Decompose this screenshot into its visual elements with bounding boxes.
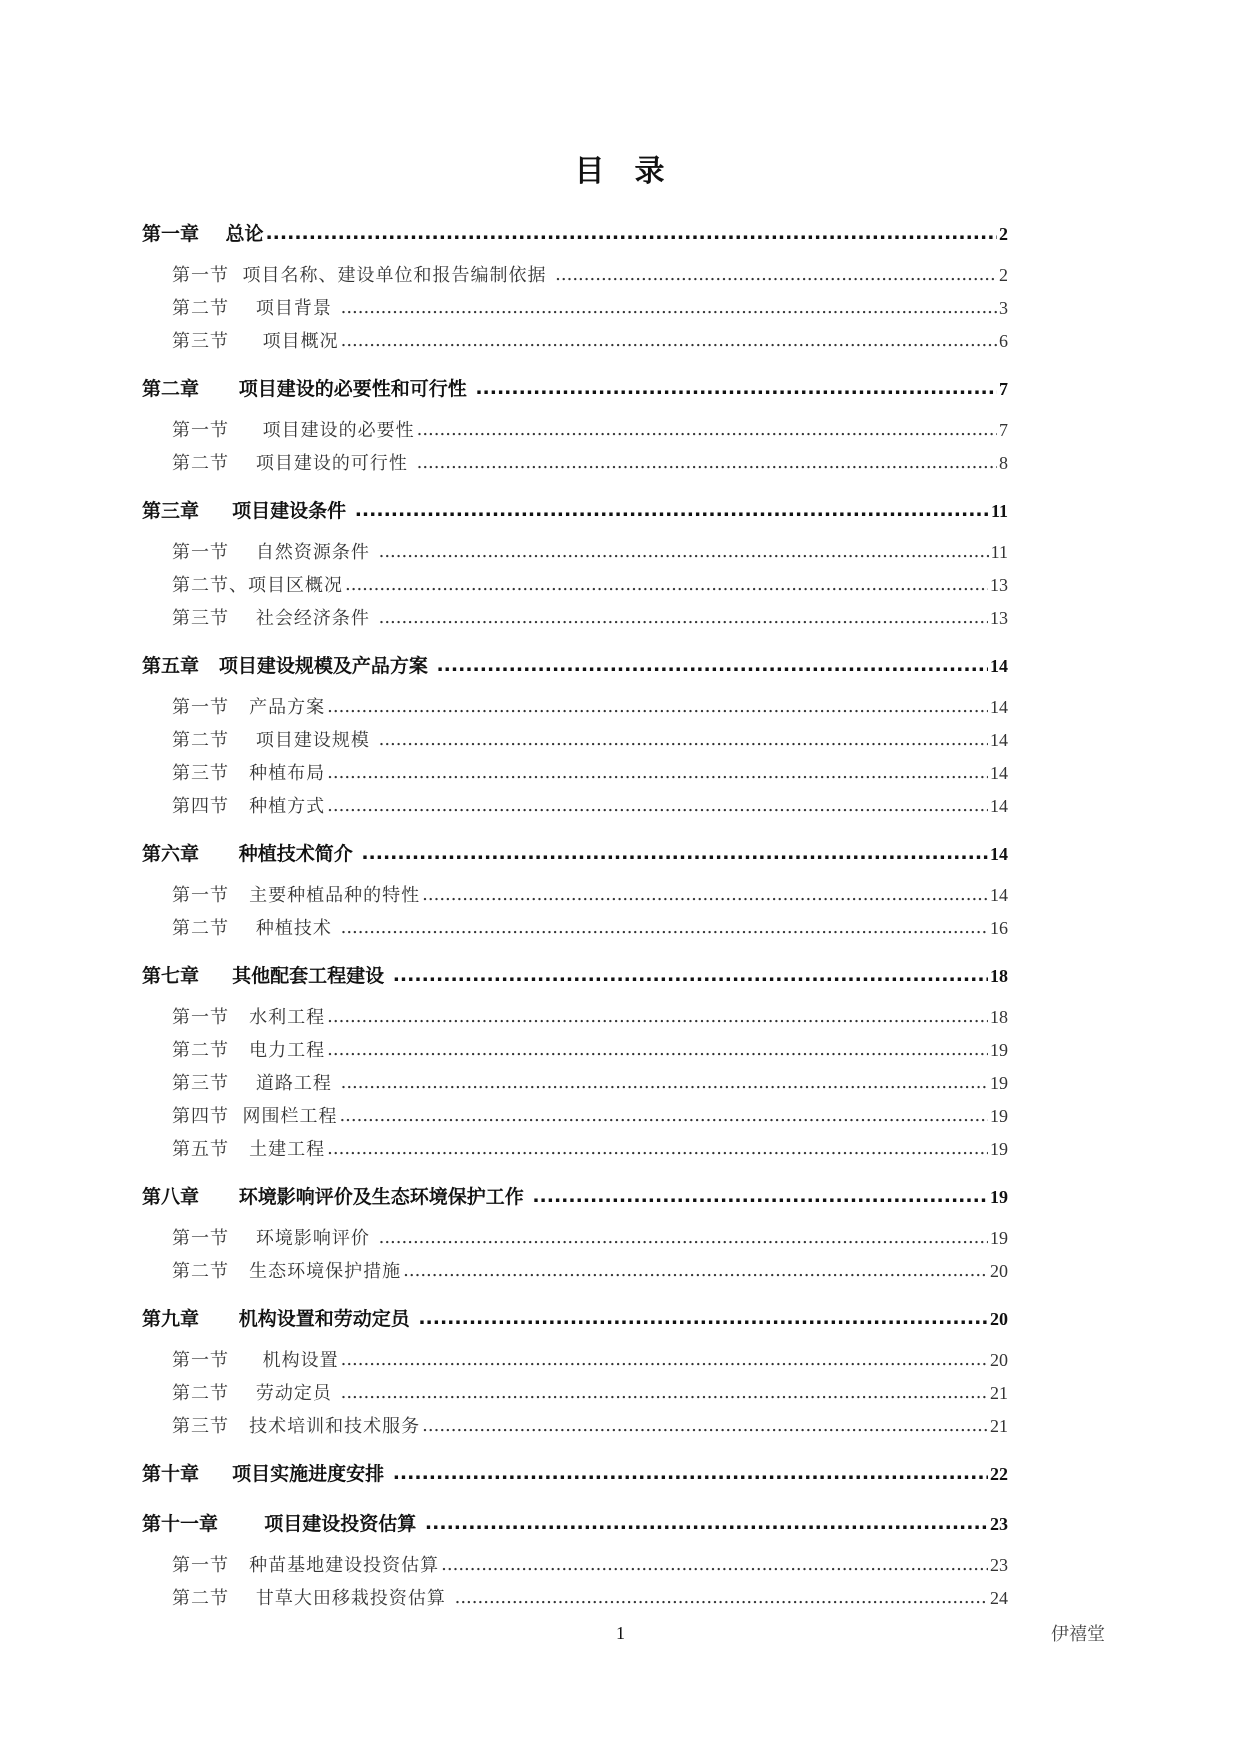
toc-entry-label: 第三节 种植布局 (172, 763, 326, 784)
toc-chapter-entry[interactable] (142, 949, 1008, 999)
toc-dot-leader (455, 1581, 988, 1614)
toc-dot-leader (379, 723, 988, 756)
toc-page-number: 7 (999, 420, 1008, 440)
toc-section-entry[interactable] (142, 1344, 1008, 1377)
toc-dot-leader (422, 878, 988, 911)
toc-section-entry[interactable] (142, 1067, 1008, 1100)
toc-section-entry[interactable] (142, 1034, 1008, 1067)
toc-chapter-entry[interactable] (142, 1170, 1008, 1220)
toc-page-number: 19 (990, 1040, 1008, 1060)
toc-entry-label: 第二节 生态环境保护措施 (172, 1261, 402, 1282)
toc-entry-label: 第六章 种植技术简介 (142, 843, 360, 865)
toc-chapter-entry[interactable] (142, 1292, 1008, 1342)
toc-dot-leader (327, 1000, 988, 1033)
toc-dot-leader (393, 1450, 988, 1496)
toc-section-entry[interactable] (142, 447, 1008, 480)
toc-section-entry[interactable] (142, 879, 1008, 912)
toc-page-number: 13 (990, 575, 1008, 595)
toc-section-entry[interactable] (142, 1133, 1008, 1166)
toc-section-entry[interactable] (142, 292, 1008, 325)
toc-dot-leader (327, 789, 988, 822)
toc-dot-leader (379, 1221, 988, 1254)
toc-section-entry[interactable] (142, 325, 1008, 358)
title-char-1: 目 (574, 154, 607, 189)
toc-page-number: 14 (990, 885, 1008, 905)
toc-entry-label: 第二节 项目建设的可行性 (172, 453, 415, 474)
toc-section-entry[interactable] (142, 1001, 1008, 1034)
page-title (0, 152, 1241, 192)
toc-section-entry[interactable] (142, 790, 1008, 823)
toc-section-entry[interactable] (142, 1377, 1008, 1410)
toc-dot-leader (417, 446, 997, 479)
toc-entry-label: 第七章 其他配套工程建设 (142, 965, 391, 987)
toc-dot-leader (345, 568, 988, 601)
toc-dot-leader (555, 258, 997, 291)
toc-section-entry[interactable] (142, 1100, 1008, 1133)
toc-page-number: 2 (999, 265, 1008, 285)
toc-entry-label: 第九章 机构设置和劳动定员 (142, 1308, 417, 1330)
toc-dot-leader (418, 1295, 988, 1341)
toc-section-entry[interactable] (142, 1255, 1008, 1288)
toc-section-entry[interactable] (142, 536, 1008, 569)
toc-dot-leader (379, 535, 989, 568)
toc-entry-label: 第一节 主要种植品种的特性 (172, 885, 421, 906)
toc-entry-label: 第二节 种植技术 (172, 918, 339, 939)
toc-entry-label: 第一节 机构设置 (172, 1350, 339, 1371)
toc-entry-label: 第三章 项目建设条件 (142, 500, 353, 522)
toc-dot-leader (441, 1548, 988, 1581)
toc-entry-label: 第一节 项目建设的必要性 (172, 420, 415, 441)
toc-dot-leader (436, 642, 988, 688)
toc-dot-leader (327, 756, 988, 789)
toc-entry-label: 第三节 道路工程 (172, 1073, 339, 1094)
toc-dot-leader (341, 1376, 988, 1409)
toc-entry-label: 第一节 环境影响评价 (172, 1228, 377, 1249)
toc-entry-label: 第八章 环境影响评价及生态环境保护工作 (142, 1186, 531, 1208)
toc-entry-label: 第二节、项目区概况 (172, 575, 343, 596)
toc-chapter-entry[interactable] (142, 484, 1008, 534)
toc-dot-leader (327, 690, 988, 723)
toc-entry-label: 第十一章 项目建设投资估算 (142, 1513, 423, 1535)
toc-chapter-entry[interactable] (142, 207, 1008, 257)
toc-section-entry[interactable] (142, 1222, 1008, 1255)
toc-dot-leader (341, 324, 997, 357)
toc-page-number: 13 (990, 608, 1008, 628)
toc-section-entry[interactable] (142, 1582, 1008, 1615)
toc-page-number: 14 (990, 656, 1008, 676)
toc-dot-leader (265, 210, 997, 256)
toc-entry-label: 第二节 劳动定员 (172, 1383, 339, 1404)
toc-section-entry[interactable] (142, 259, 1008, 292)
footer-brand: 伊禧堂 (1051, 1624, 1105, 1645)
toc-page-number: 18 (990, 1007, 1008, 1027)
title-char-2: 录 (634, 154, 667, 189)
toc-section-entry[interactable] (142, 569, 1008, 602)
toc-section-entry[interactable] (142, 912, 1008, 945)
toc-entry-label: 第一章 总论 (142, 223, 264, 245)
toc-dot-leader (339, 1099, 988, 1132)
toc-dot-leader (361, 830, 988, 876)
toc-dot-leader (355, 487, 989, 533)
toc-dot-leader (341, 1066, 988, 1099)
toc-dot-leader (425, 1500, 988, 1546)
toc-entry-label: 第一节 种苗基地建设投资估算 (172, 1555, 440, 1576)
toc-page-number: 16 (990, 918, 1008, 938)
toc-section-entry[interactable] (142, 724, 1008, 757)
toc-page-number: 14 (990, 730, 1008, 750)
toc-page-number: 3 (999, 298, 1008, 318)
toc-dot-leader (417, 413, 997, 446)
toc-entry-label: 第二章 项目建设的必要性和可行性 (142, 378, 474, 400)
toc-page-number: 14 (990, 796, 1008, 816)
toc-page-number: 20 (990, 1309, 1008, 1329)
toc-entry-label: 第十章 项目实施进度安排 (142, 1463, 391, 1485)
toc-page-number: 21 (990, 1416, 1008, 1436)
toc-dot-leader (327, 1132, 988, 1165)
toc-chapter-entry[interactable] (142, 362, 1008, 412)
toc-page-number: 19 (990, 1106, 1008, 1126)
toc-dot-leader (341, 291, 997, 324)
toc-entry-label: 第四节 网围栏工程 (172, 1106, 338, 1127)
toc-page-number: 7 (999, 379, 1008, 399)
toc-dot-leader (341, 1343, 988, 1376)
toc-entry-label: 第一节 水利工程 (172, 1007, 326, 1028)
footer-page-number: 1 (616, 1623, 625, 1643)
toc-page-number: 19 (990, 1073, 1008, 1093)
toc-page-number: 18 (990, 966, 1008, 986)
toc-dot-leader (341, 911, 988, 944)
toc-page-number: 8 (999, 453, 1008, 473)
toc-entry-label: 第二节 甘草大田移栽投资估算 (172, 1588, 453, 1609)
table-of-contents (142, 207, 1008, 1615)
toc-chapter-entry[interactable] (142, 1497, 1008, 1547)
toc-entry-label: 第四节 种植方式 (172, 796, 326, 817)
toc-page-number: 20 (990, 1350, 1008, 1370)
toc-dot-leader (327, 1033, 988, 1066)
toc-page-number: 23 (990, 1514, 1008, 1534)
toc-entry-label: 第二节 项目背景 (172, 298, 339, 319)
toc-page-number: 6 (999, 331, 1008, 351)
toc-page-number: 14 (990, 844, 1008, 864)
toc-page-number: 19 (990, 1139, 1008, 1159)
toc-entry-label: 第三节 社会经济条件 (172, 608, 377, 629)
toc-page-number: 11 (990, 501, 1008, 521)
toc-section-entry[interactable] (142, 691, 1008, 724)
toc-section-entry[interactable] (142, 414, 1008, 447)
toc-entry-label: 第一节 项目名称、建设单位和报告编制依据 (172, 265, 554, 286)
toc-page-number: 19 (990, 1228, 1008, 1248)
toc-page-number: 20 (990, 1261, 1008, 1281)
toc-dot-leader (422, 1409, 988, 1442)
toc-chapter-entry[interactable] (142, 1447, 1008, 1497)
toc-page-number: 11 (990, 542, 1008, 562)
toc-dot-leader (379, 601, 988, 634)
toc-dot-leader (403, 1254, 988, 1287)
toc-entry-label: 第二节 电力工程 (172, 1040, 326, 1061)
toc-dot-leader (393, 952, 988, 998)
toc-dot-leader (475, 365, 997, 411)
toc-section-entry[interactable] (142, 1549, 1008, 1582)
toc-entry-label: 第二节 项目建设规模 (172, 730, 377, 751)
toc-entry-label: 第三节 技术培训和技术服务 (172, 1416, 421, 1437)
toc-entry-label: 第五节 土建工程 (172, 1139, 326, 1160)
toc-page-number: 2 (999, 224, 1008, 244)
toc-section-entry[interactable] (142, 757, 1008, 790)
toc-dot-leader (532, 1173, 988, 1219)
toc-entry-label: 第三节 项目概况 (172, 331, 339, 352)
toc-entry-label: 第一节 自然资源条件 (172, 542, 377, 563)
toc-chapter-entry[interactable] (142, 827, 1008, 877)
toc-entry-label: 第五章 项目建设规模及产品方案 (142, 655, 435, 677)
toc-page-number: 14 (990, 763, 1008, 783)
toc-section-entry[interactable] (142, 1410, 1008, 1443)
toc-section-entry[interactable] (142, 602, 1008, 635)
toc-page-number: 19 (990, 1187, 1008, 1207)
toc-page-number: 14 (990, 697, 1008, 717)
toc-page-number: 24 (990, 1588, 1008, 1608)
toc-page-number: 23 (990, 1555, 1008, 1575)
toc-page-number: 21 (990, 1383, 1008, 1403)
toc-chapter-entry[interactable] (142, 639, 1008, 689)
toc-page-number: 22 (990, 1464, 1008, 1484)
toc-entry-label: 第一节 产品方案 (172, 697, 326, 718)
